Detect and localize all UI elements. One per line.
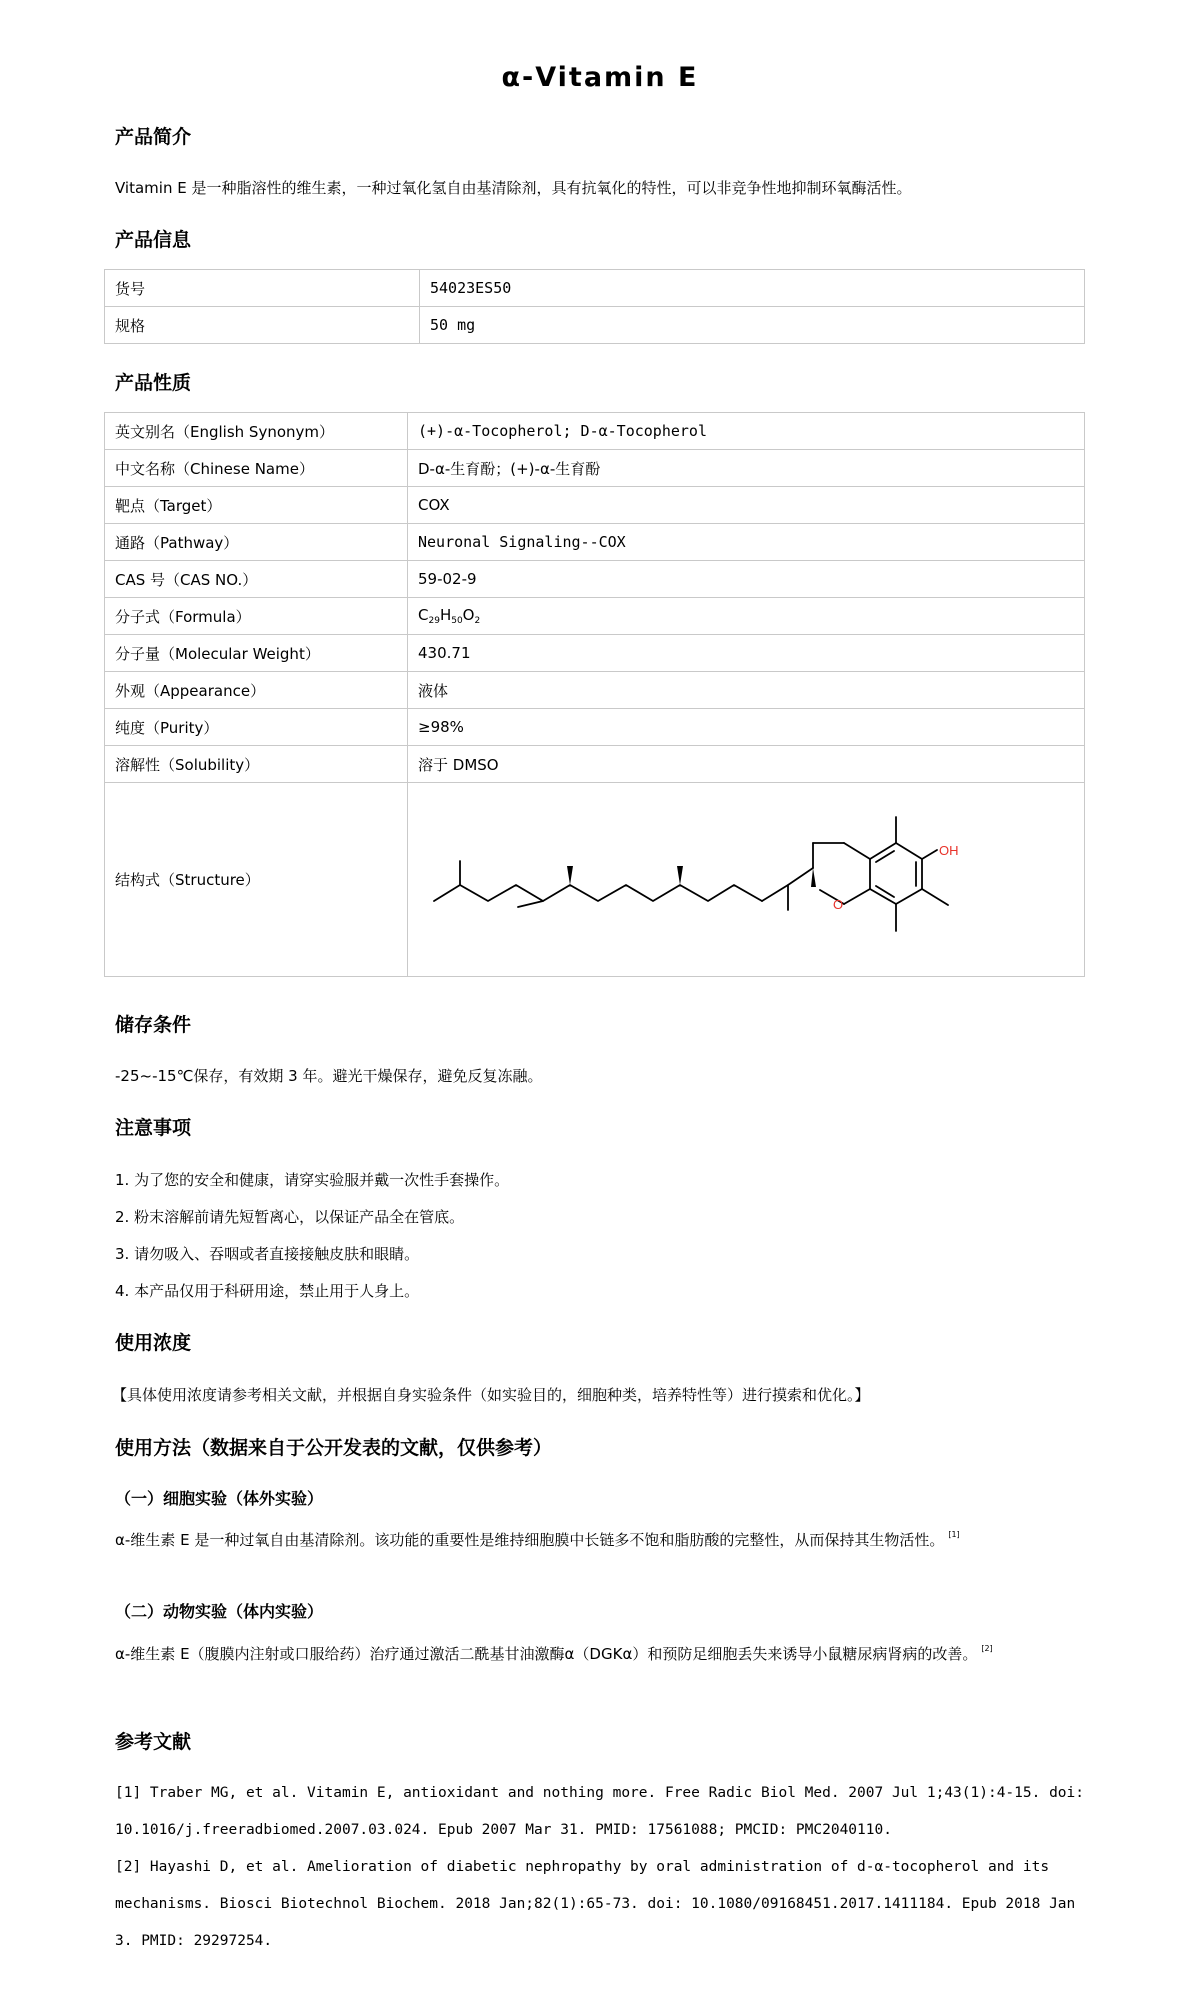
prop-label-mw: 分子量（Molecular Weight） xyxy=(105,635,408,672)
prop-label-structure: 结构式（Structure） xyxy=(105,783,408,977)
list-item: 1. 为了您的安全和健康，请穿实验服并戴一次性手套操作。 xyxy=(115,1171,510,1189)
list-item: [2] Hayashi D, et al. Amelioration of diabetic nephropathy by oral administration of d-α-tocopherol and its mechanisms. Biosci Biotechnol Biochem. 2018 Jan;82(1):65-73. doi: 10.1080/09168451.2017.1411184. Epub 2018 Jan 3. PMID: 29297254. xyxy=(115,1859,1076,1949)
table-row xyxy=(105,672,1085,709)
info-value-size: 50 mg xyxy=(420,307,1085,344)
wedge-bond xyxy=(567,866,573,885)
prop-label-formula: 分子式（Formula） xyxy=(105,598,408,635)
list-item: 4. 本产品仅用于科研用途，禁止用于人身上。 xyxy=(115,1282,420,1300)
info-label-sku: 货号 xyxy=(105,270,420,307)
table-row xyxy=(105,783,1085,977)
prop-value-mw: 430.71 xyxy=(408,635,1085,672)
wedge-bond xyxy=(677,866,683,885)
info-table xyxy=(104,269,1085,344)
list-item: 3. 请勿吸入、吞咽或者直接接触皮肤和眼睛。 xyxy=(115,1245,420,1263)
prop-label-appearance: 外观（Appearance） xyxy=(105,672,408,709)
table-row xyxy=(105,524,1085,561)
citation-ref: [1] xyxy=(948,1530,960,1539)
intro-heading: 产品简介 xyxy=(115,126,192,148)
cell-experiment-heading: （一）细胞实验（体外实验） xyxy=(115,1489,324,1508)
table-row xyxy=(105,746,1085,783)
prop-value-structure xyxy=(408,783,1085,977)
structure-diagram xyxy=(408,783,1084,972)
carbon-skeleton xyxy=(434,817,948,931)
prop-value-chinese-name: D-α-生育酚；(+)-α-生育酚 xyxy=(408,450,1085,487)
table-row xyxy=(105,270,1085,307)
info-heading: 产品信息 xyxy=(115,229,192,251)
concentration-text: 【具体使用浓度请参考相关文献，并根据自身实验条件（如实验目的，细胞种类，培养特性等）进行摸索和优化。】 xyxy=(112,1386,870,1404)
citation-ref: [2] xyxy=(981,1644,993,1653)
table-row xyxy=(105,307,1085,344)
usage-heading: 使用方法（数据来自于公开发表的文献，仅供参考） xyxy=(115,1437,553,1459)
wedge-bond xyxy=(811,868,816,887)
table-row xyxy=(105,709,1085,746)
properties-heading: 产品性质 xyxy=(115,372,192,394)
oxygen-label: O xyxy=(832,897,844,912)
table-row xyxy=(105,487,1085,524)
prop-label-target: 靶点（Target） xyxy=(105,487,408,524)
list-item: 2. 粉末溶解前请先短暂离心，以保证产品全在管底。 xyxy=(115,1208,465,1226)
concentration-heading: 使用浓度 xyxy=(115,1332,192,1354)
references-list xyxy=(115,1775,1095,1960)
prop-value-solubility: 溶于 DMSO xyxy=(408,746,1085,783)
properties-table xyxy=(104,412,1085,977)
prop-value-pathway: Neuronal Signaling--COX xyxy=(408,524,1085,561)
animal-experiment-heading: （二）动物实验（体内实验） xyxy=(115,1602,324,1621)
prop-label-synonym: 英文别名（English Synonym） xyxy=(105,413,408,450)
prop-value-purity: ≥98% xyxy=(408,709,1085,746)
prop-value-appearance: 液体 xyxy=(408,672,1085,709)
table-row xyxy=(105,413,1085,450)
notes-heading: 注意事项 xyxy=(115,1117,192,1139)
storage-text: -25~-15℃保存，有效期 3 年。避光干燥保存，避免反复冻融。 xyxy=(115,1067,543,1085)
prop-label-pathway: 通路（Pathway） xyxy=(105,524,408,561)
info-label-size: 规格 xyxy=(105,307,420,344)
intro-text: Vitamin E 是一种脂溶性的维生素，一种过氧化氢自由基清除剂，具有抗氧化的特性，可以非竞争性地抑制环氧酶活性。 xyxy=(115,179,912,197)
hydroxyl-label: OH xyxy=(939,843,959,858)
info-value-sku: 54023ES50 xyxy=(420,270,1085,307)
prop-value-synonym: (+)-α-Tocopherol; D-α-Tocopherol xyxy=(408,413,1085,450)
table-row xyxy=(105,561,1085,598)
prop-label-chinese-name: 中文名称（Chinese Name） xyxy=(105,450,408,487)
table-row xyxy=(105,450,1085,487)
prop-label-purity: 纯度（Purity） xyxy=(105,709,408,746)
list-item: [1] Traber MG, et al. Vitamin E, antioxidant and nothing more. Free Radic Biol Med. 2007 Jul 1;43(1):4-15. doi: 10.1016/j.freeradbiomed.2007.03.024. Epub 2007 Mar 31. PMID: 17561088; PMCID: PMC2040110. xyxy=(115,1785,1085,1838)
prop-label-solubility: 溶解性（Solubility） xyxy=(105,746,408,783)
page-title: α-Vitamin E xyxy=(501,62,699,93)
notes-list xyxy=(115,1162,1095,1310)
table-row xyxy=(105,635,1085,672)
cell-experiment-text: α-维生素 E 是一种过氧自由基清除剂。该功能的重要性是维持细胞膜中长链多不饱和脂肪酸的完整性，从而保持其生物活性。 [1] xyxy=(115,1530,960,1549)
storage-heading: 储存条件 xyxy=(115,1014,192,1036)
table-row xyxy=(105,598,1085,635)
prop-value-cas: 59-02-9 xyxy=(408,561,1085,598)
animal-experiment-text: α-维生素 E（腹膜内注射或口服给药）治疗通过激活二酰基甘油激酶α（DGKα）和预防足细胞丢失来诱导小鼠糖尿病肾病的改善。 [2] xyxy=(115,1644,993,1663)
prop-value-target: COX xyxy=(408,487,1085,524)
references-heading: 参考文献 xyxy=(115,1731,192,1753)
prop-label-cas: CAS 号（CAS NO.） xyxy=(105,561,408,598)
prop-value-formula: $C_{29}H_{50}O_2$ xyxy=(408,598,1085,635)
